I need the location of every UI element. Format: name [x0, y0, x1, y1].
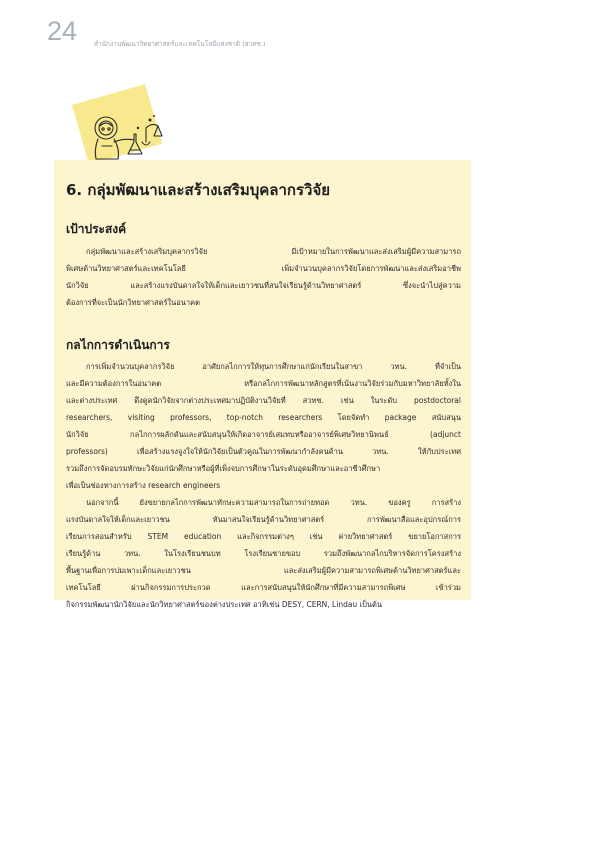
page-number: 24 — [47, 16, 78, 46]
text-line: การเพิ่มจำนวนบุคลากรวิจัย อาศัยกลไกการให้ทุนการศึกษาแก่นักเรียนในสาขา วทน. ที่จำเป็น — [86, 362, 461, 371]
text-line: พิเศษด้านวิทยาศาสตร์และเทคโนโลยี เพิ่มจำนวนบุคลากรวิจัยโดยการพัฒนาและส่งเสริมอาชีพ — [66, 264, 461, 273]
text-line: และมีความต้องการในอนาคต หรือกลไกการพัฒนาหลักสูตรที่เน้นงานวิจัยร่วมกับมหาวิทยาลัยทั้งใน — [66, 379, 461, 388]
text-line: พื้นฐานเพื่อการบ่มเพาะเด็กและเยาวชน และส่งเสริมผู้มีความสามารถพิเศษด้านวิทยาศาสตร์และ — [66, 566, 461, 575]
text-line: professors) เพื่อสร้างแรงจูงใจให้นักวิจัยเป็นตัวคูณในการพัฒนากำลังคนด้าน วทน. ให้กับประเทศ — [66, 447, 461, 456]
text-line: และต่างประเทศ ดึงดูดนักวิจัยจากต่างประเทศมาปฏิบัติงานวิจัยที่ สวทช. เช่น ในระดับ postdoctoral — [66, 396, 461, 405]
text-line: เรียนการสอนสำหรับ STEM education และกิจกรรมต่างๆ เช่น ค่ายวิทยาศาสตร์ ขยายโอกาสการ — [66, 532, 461, 541]
text-line: researchers, visiting professors, top-notch researchers โดยจัดทำ package สนับสนุน — [66, 413, 461, 422]
text-line: เพื่อเป็นช่องทางการสร้าง research engineers — [66, 481, 221, 490]
strategy-heading: กลไกการดำเนินการ — [66, 338, 170, 352]
text-line: ต้องการที่จะเป็นนักวิทยาศาสตร์ในอนาคต — [66, 298, 201, 307]
text-line: นักวิจัย และสร้างแรงบันดาลใจให้เด็กและเยาวชนที่สนใจเรียนรู้ด้านวิทยาศาสตร์ ซึ่งจะนำไปสู่ความ — [66, 281, 461, 290]
text-line: เทคโนโลยี ผ่านกิจกรรมการประกวด และการสนับสนุนให้นักศึกษาที่มีความสามารถพิเศษ เข้าร่วม — [66, 583, 461, 592]
text-line: แรงบันดาลใจให้เด็กและเยาวชน หันมาสนใจเรียนรู้ด้านวิทยาศาสตร์ การพัฒนาสื่อและอุปกรณ์การ — [66, 515, 461, 524]
objective-paragraph — [66, 243, 461, 311]
text-line: รวมถึงการจัดอบรมทักษะวิจัยแก่นักศึกษาหรือผู้ที่เพิ่งจบการศึกษาในระดับอุดมศึกษาและอาชีวศึกษา — [66, 464, 381, 473]
objective-heading: เป้าประสงค์ — [66, 222, 127, 236]
running-header: สำนักงานพัฒนาวิทยาศาสตร์และเทคโนโลยีแห่งชาติ (สวทช.) — [94, 40, 266, 48]
text-line: กิจกรรมพัฒนานักวิจัยและนักวิทยาศาสตร์ของต่างประเทศ อาทิเช่น DESY, CERN, Lindau เป็นต้น — [66, 600, 383, 609]
text-line: เรียนรู้ด้าน วทน. ในโรงเรียนชนบท โรงเรียนชายขอบ รวมถึงพัฒนากลไกบริหารจัดการโครงสร้าง — [66, 549, 461, 558]
strategy-paragraph-1 — [66, 358, 461, 494]
text-line: นักวิจัย กลไกการผลักดันและสนับสนุนให้เกิดอาจารย์เสมทบหรืออาจารย์พิเศษวิทยานิพนธ์ (adjunct — [66, 430, 461, 439]
strategy-paragraph-2 — [66, 494, 461, 613]
text-line: นอกจากนี้ ยังขยายกลไกการพัฒนาทักษะความสามารถในการถ่ายทอด วทน. ของครู การสร้าง — [86, 498, 461, 507]
text-line: กลุ่มพัฒนาและสร้างเสริมบุคลากรวิจัย มีเป้าหมายในการพัฒนาและส่งเสริมผู้มีความสามารถ — [86, 247, 461, 256]
section-title: 6. กลุ่มพัฒนาและสร้างเสริมบุคลากรวิจัย — [66, 181, 331, 199]
